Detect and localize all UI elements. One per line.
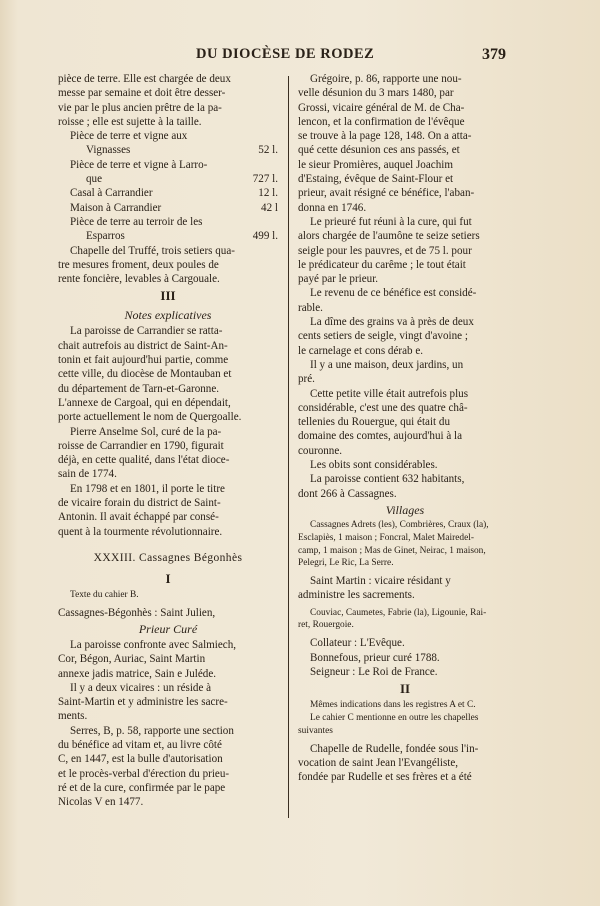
text-line: Il y a deux vicaires : un réside à (70, 681, 212, 694)
text-line: du bénéfice ad vitam et, au livre côté (58, 739, 222, 752)
text-line: L'annexe de Cargoal, qui en dépendait, (58, 396, 231, 409)
text-line: Pierre Anselme Sol, curé de la pa- (70, 425, 222, 438)
text-line: En 1798 et en 1801, il porte le titre (70, 482, 225, 495)
text-line: porte actuellement le nom de Quergoalle. (58, 411, 242, 424)
footnote-line: Couviac, Caumetes, Fabrie (la), Ligounie, Rai- (310, 607, 487, 618)
price-entry (58, 186, 278, 200)
entry-label: Esparros (86, 230, 125, 243)
text-line: considérable, c'est une des quatre châ- (298, 401, 468, 414)
price-entry (58, 229, 278, 243)
entry-price: 12 l. (258, 187, 278, 200)
right-column (298, 72, 512, 784)
footnote-line: Le cahier C mentionne en outre les chapelles (310, 712, 479, 723)
text-line: Grégoire, p. 86, rapporte une nou- (310, 73, 462, 85)
price-entry (58, 172, 278, 186)
text-line: Les obits sont considérables. (310, 459, 438, 472)
text-line: La dîme des grains va à près de deux (310, 316, 474, 329)
text-line: tre mesures froment, deux poules de (58, 258, 219, 271)
text-line: prieur, avait résigné ce bénéfice, l'aban- (298, 187, 475, 200)
text-line: La paroisse de Carrandier se ratta- (70, 325, 223, 338)
text-line: le prédicateur du carême ; le tout était (298, 258, 466, 271)
price-entry (58, 201, 278, 215)
section-number: III (160, 288, 176, 304)
text-line: Pièce de terre et vigne aux (70, 130, 188, 143)
entry-price: 42 l (261, 201, 278, 214)
text-line: Nicolas V en 1477. (58, 796, 144, 809)
text-line: lencon, et la confirmation de l'évêque (298, 115, 465, 128)
text-line: cette ville, du diocèse de Montauban et (58, 368, 232, 381)
text-line: Pièce de terre et vigne à Larro- (70, 158, 208, 171)
text-line: tonin et fait aujourd'hui partie, comme (58, 354, 229, 367)
left-column (58, 72, 278, 810)
spacer (58, 539, 278, 547)
page-header (0, 46, 600, 72)
text-line: pièce de terre. Elle est chargée de deux (58, 73, 231, 85)
text-line: Le prieuré fut réuni à la cure, qui fut (310, 215, 472, 228)
text-line: roisse ; elle est sujette à la taille. (58, 115, 202, 128)
section-number: II (399, 681, 411, 697)
text-line: couronne. (298, 444, 343, 457)
section-number: I (165, 570, 171, 586)
entry-label: Maison à Carrandier (70, 201, 162, 214)
text-line: messe par semaine et doit être desser- (58, 87, 226, 100)
text-line: chait autrefois au district de Saint-An- (58, 339, 228, 352)
column-divider (288, 76, 289, 818)
text-line: le sieur Promières, auquel Joachim (298, 158, 453, 171)
entry-price: 52 l. (258, 144, 278, 157)
text-line: roisse de Carrandier en 1790, figurait (58, 439, 224, 452)
text-line: ré et de la cure, confirmée par le pape (58, 781, 226, 794)
text-line: Chapelle del Truffé, trois setiers qua- (70, 244, 235, 257)
text-line: Il y a une maison, deux jardins, un (310, 358, 464, 371)
footnote-line: Esclapiès, 1 maison ; Foncral, Malet Mairedel- (298, 532, 474, 543)
entry-label: Casal à Carrandier (70, 187, 153, 200)
text-line: Grossi, vicaire général de M. de Cha- (298, 101, 465, 114)
text-line: qué cette désunion ces ans passés, et (298, 144, 460, 157)
text-line: déjà, en cette qualité, dans l'état dioce- (58, 454, 230, 467)
text-line: sain de 1774. (58, 468, 117, 481)
footnote-line: Cassagnes Adrets (les), Combrières, Craux (la), (310, 519, 489, 530)
text-line: La paroisse confronte avec Salmiech, (70, 639, 237, 651)
footnote-line: ret, Rouergoie. (298, 620, 354, 631)
entry-price: 727 l. (252, 173, 278, 186)
text-line: seigle pour les pauvres, et de 75 l. pour (298, 244, 472, 257)
text-line: Le revenu de ce bénéfice est considé- (310, 287, 477, 300)
text-line: Collateur : L'Evêque. (310, 637, 405, 650)
text-line: Antonin. Il avait échappé par consé- (58, 511, 219, 524)
text-line: Serres, B, p. 58, rapporte une section (70, 724, 234, 737)
text-line: Bonnefous, prieur curé 1788. (310, 651, 440, 664)
text-line: Cor, Bégon, Auriac, Saint Martin (58, 653, 206, 666)
price-entry (58, 143, 278, 157)
footnote-line: suivantes (298, 725, 333, 736)
section-heading: Notes explicatives (124, 308, 212, 323)
text-line: velle désunion du 3 mars 1480, par (298, 87, 454, 100)
text-line: pré. (298, 373, 315, 386)
text-line: administre les sacrements. (298, 589, 415, 602)
text-line: Seigneur : Le Roi de France. (310, 665, 438, 678)
text-line: fondée par Rudelle et ses frères et a été (298, 771, 472, 784)
text-line: donna en 1746. (298, 201, 367, 214)
text-line: ments. (58, 710, 88, 723)
text-line: et le procès-verbal d'érection du prieu- (58, 767, 230, 780)
text-line: dont 266 à Cassagnes. (298, 487, 397, 500)
text-line: payé par le prieur. (298, 273, 379, 286)
text-line: rente foncière, levables à Cargouale. (58, 273, 220, 286)
text-line: quent à la tourmente révolutionnaire. (58, 525, 223, 538)
text-line: rable. (298, 301, 323, 314)
text-line: se trouve à la page 128, 148. On a atta- (298, 130, 472, 143)
entry-label: que (86, 173, 103, 186)
text-line: cents setiers de seigle, vingt d'avoine ; (298, 330, 468, 343)
footnote-line: Mêmes indications dans les registres A et C. (310, 700, 476, 711)
text-line: Saint Martin : vicaire résidant y (310, 575, 451, 588)
text-line: Saint-Martin et y administre les sacre- (58, 696, 228, 709)
footnote-line: Texte du cahier B. (70, 589, 139, 600)
text-line: le carnelage et cons dérab e. (298, 344, 424, 357)
text-line: du département de Tarn-et-Garonne. (58, 382, 220, 395)
text-line: Cassagnes-Bégonhès : Saint Julien, (58, 606, 216, 619)
text-line: Chapelle de Rudelle, fondée sous l'in- (310, 742, 479, 755)
page-number: 379 (482, 46, 506, 63)
text-line: Pièce de terre au terroir de les (70, 215, 203, 228)
text-line: Cette petite ville était autrefois plus (310, 387, 469, 400)
text-line: vie par le plus ancien prêtre de la pa- (58, 101, 222, 114)
text-line: domaine des comtes, aujourd'hui à la (298, 430, 463, 443)
section-heading: Prieur Curé (138, 622, 198, 636)
text-line: alors chargée de l'aumône te seize setiers (298, 230, 480, 243)
text-line: d'Estaing, évêque de Saint-Flour et (298, 173, 454, 186)
entry-price: 499 l. (252, 230, 278, 243)
text-line: vocation de saint Jean l'Evangéliste, (298, 756, 459, 769)
text-line: annexe jadis matrice, Sain e Juléde. (58, 667, 217, 680)
footnote-line: Pelegri, Le Ric, La Serre. (298, 558, 394, 569)
chapter-title: XXXIII. Cassagnes Bégonhès (93, 551, 243, 564)
section-heading: Villages (385, 502, 425, 517)
footnote-line: camp, 1 maison ; Mas de Ginet, Neirac, 1 maison, (298, 545, 486, 556)
text-line: de vicaire forain du district de Saint- (58, 497, 221, 510)
text-line: C, en 1447, est la bulle d'autorisation (58, 753, 223, 766)
running-title: DU DIOCÈSE DE RODEZ (196, 46, 375, 62)
text-line: La paroisse contient 632 habitants, (310, 473, 465, 486)
entry-label: Vignasses (86, 144, 131, 157)
text-line: tellenies du Rouergue, qui était du (298, 416, 450, 429)
